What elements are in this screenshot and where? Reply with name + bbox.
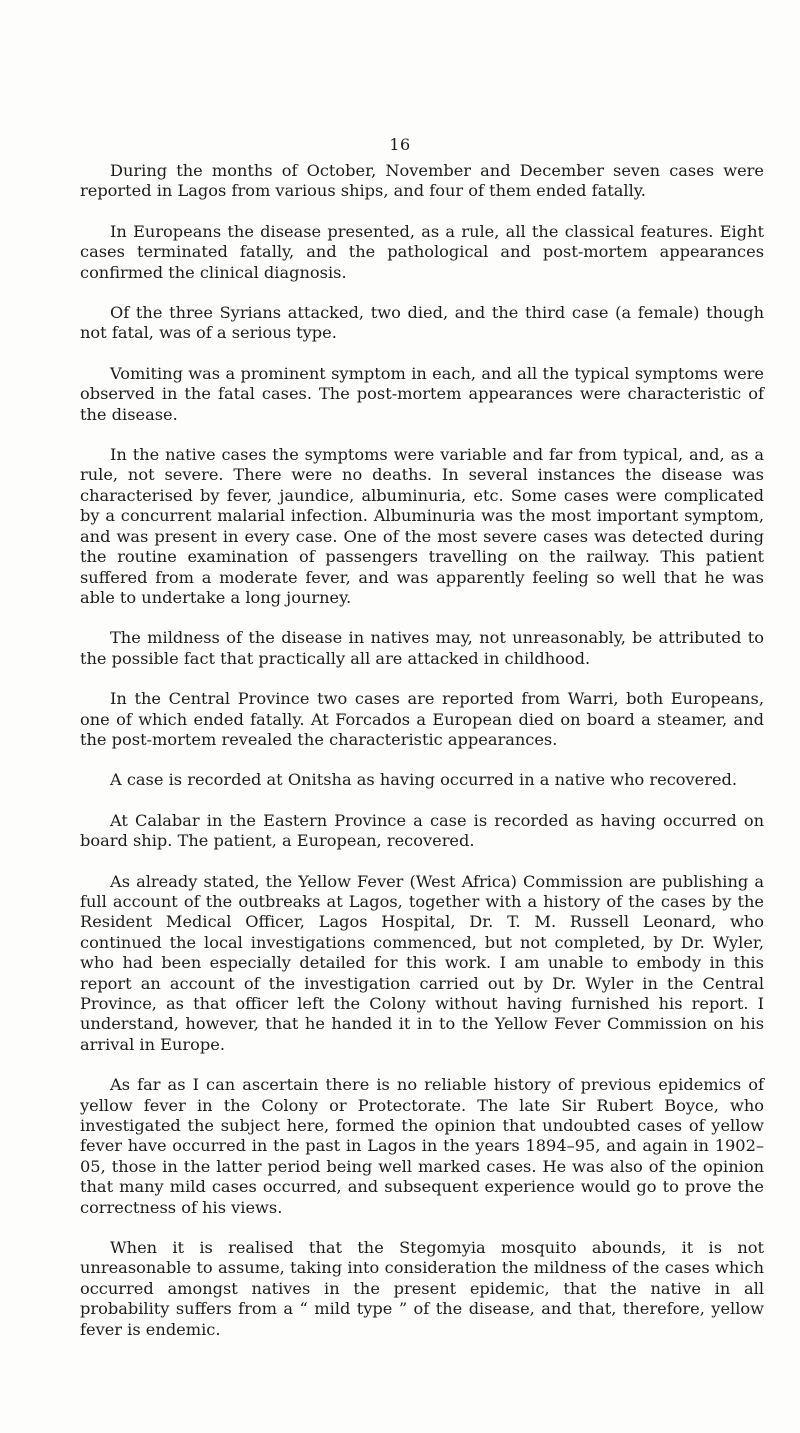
paragraph: A case is recorded at Onitsha as having occurred in a native who recovered. xyxy=(110,770,738,790)
paragraph: Of the three Syrians attacked, two died, and the third case (a female) though not fatal, was of a serious type. xyxy=(80,303,764,343)
paragraph: As already stated, the Yellow Fever (West Africa) Commission are publishing a full account of the outbreaks at Lagos, together with a history of the cases by the Resident Medical Officer, Lagos Hospital, Dr. T. M. Russell Leonard, who continued the local investigations commenced, but not completed, by Dr. Wyler, who had been especially detailed for this work. I am unable to embody in this report an account of the investigation carried out by Dr. Wyler in the Central Province, as that officer left the Colony without having furnished his report. I understand, however, that he handed it in to the Yellow Fever Commission on his arrival in Europe. xyxy=(80,871,764,1054)
paragraph: When it is realised that the Stegomyia mosquito abounds, it is not unreasonable to assume, taking into consideration the mildness of the cases which occurred amongst natives in the present epidemic, that the native in all probability suffers from a “ mild type ” of the disease, and that, therefore, yellow fever is endemic. xyxy=(80,1238,764,1339)
paragraph: At Calabar in the Eastern Province a case is recorded as having occurred on board ship. The patient, a European, recovered. xyxy=(80,810,764,851)
page-number: 16 xyxy=(389,135,411,154)
paragraph: In the native cases the symptoms were variable and far from typical, and, as a rule, not severe. There were no deaths. In several instances the disease was characterised by fever, jaundice, albuminuria, etc. Some cases were complicated by a concurrent malarial infection. Albuminuria was the most important symptom, and was present in every case. One of the most severe cases was detected during the routine examination of passengers travelling on the railway. This patient suffered from a moderate fever, and was apparently feeling so well that he was able to undertake a long journey. xyxy=(80,445,764,607)
paragraph: As far as I can ascertain there is no reliable history of previous epidemics of yellow fever in the Colony or Protectorate. The late Sir Rubert Boyce, who investigated the subject here, formed the opinion that undoubted cases of yellow fever have occurred in the past in Lagos in the years 1894–95, and again in 1902–05, those in the latter period being well marked cases. He was also of the opinion that many mild cases occurred, and subsequent experience would go to prove the correctness of his views. xyxy=(80,1075,764,1217)
paragraph: The mildness of the disease in natives may, not unreasonably, be attributed to the possible fact that practically all are attacked in childhood. xyxy=(80,628,764,668)
paragraph: During the months of October, November and December seven cases were reported in Lagos from various ships, and four of them ended fatally. xyxy=(80,161,764,201)
document-body xyxy=(80,161,764,1360)
paragraph: In Europeans the disease presented, as a rule, all the classical features. Eight cases terminated fatally, and the pathological and post-mortem appearances confirmed the clinical diagnosis. xyxy=(80,221,764,282)
paragraph: In the Central Province two cases are reported from Warri, both Europeans, one of which ended fatally. At Forcados a European died on board a steamer, and the post-mortem revealed the characteristic appearances. xyxy=(80,689,764,749)
paragraph: Vomiting was a prominent symptom in each, and all the typical symptoms were observed in the fatal cases. The post-mortem appearances were characteristic of the disease. xyxy=(80,363,764,424)
